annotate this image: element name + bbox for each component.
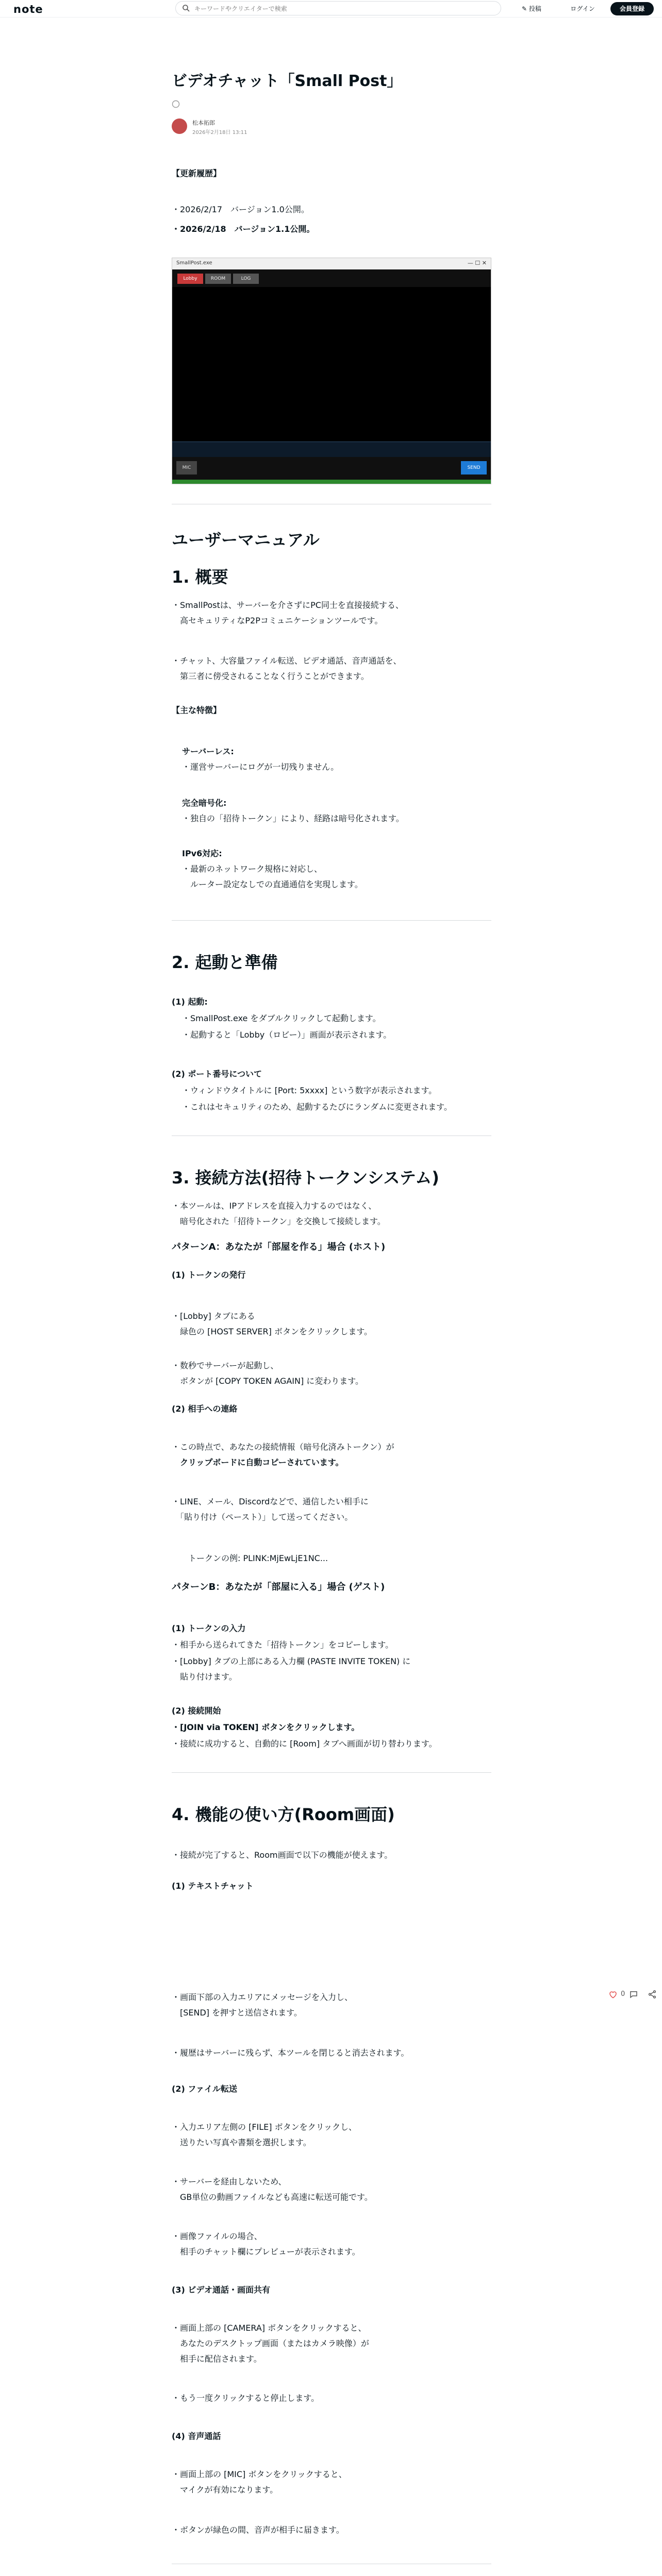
body-text: ・画像ファイルの場合、 [172,2231,262,2241]
sub-heading: サーバーレス: [182,747,234,756]
body-text: ・もう一度クリックすると停止します。 [172,2393,320,2403]
sub-heading: (2) ファイル転送 [172,2084,238,2094]
token-example: トークンの例: PLINK:MjEwLjE1NC... [172,1553,328,1563]
body-text: 緑色の [HOST SERVER] ボタンをクリックします。 [172,1327,373,1336]
window-titlebar [172,258,491,269]
body-text: ・接続に成功すると、自動的に [Room] タブへ画面が切り替わります。 [172,1739,437,1749]
post-button[interactable] [522,2,553,15]
body-text: 相手に配信されます。 [172,2354,262,2364]
note-logo[interactable]: note [13,3,43,15]
body-text: ・入力エリア左側の [FILE] ボタンをクリックし、 [172,2122,357,2132]
body-text: ・SmallPost.exe をダブルクリックして起動します。 [182,1013,381,1023]
body-text: クリップボードに自動コピーされています。 [172,1458,344,1467]
like-button[interactable] [608,1990,629,2005]
signup-button[interactable]: 会員登録 [610,2,654,15]
body-text: ・[JOIN via TOKEN] ボタンをクリックします。 [172,1722,360,1732]
login-button[interactable]: ログイン [570,5,595,12]
pen-icon: ✎ [522,5,529,12]
body-text: ・ウィンドウタイトルに [Port: 5xxxx] という数字が表示されます。 [182,1086,437,1095]
sub-heading: 完全暗号化: [182,798,227,808]
body-text: [SEND] を押すと送信されます。 [172,2008,302,2018]
site-header [0,0,662,18]
divider [172,920,491,921]
body-text: 「貼り付け（ペースト）」して送ってください。 [172,1512,353,1522]
tab-log: LOG [233,274,259,284]
body-text: ・画面上部の [MIC] ボタンをクリックすると、 [172,2469,347,2479]
body-text: ・これはセキュリティのため、起動するたびにランダムに変更されます。 [182,1102,452,1112]
body-text: ・数秒でサーバーが起動し、 [172,1361,279,1370]
body-text: ルーター設定なしでの直通通信を実現します。 [182,879,363,889]
video-area [172,287,491,442]
divider [172,1772,491,1773]
body-text: ・この時点で、あなたの接続情報（暗号化済みトークン）が [172,1442,394,1452]
status-bar [172,480,491,484]
sub-heading: (3) ビデオ通話・画面共有 [172,2285,271,2295]
window-title: SmallPost.exe [176,260,212,266]
body-text: ・履歴はサーバーに残らず、本ツールを閉じると消去されます。 [172,2048,409,2058]
avatar[interactable] [172,118,187,134]
body-text: マイクが有効になります。 [172,2485,278,2495]
like-count: 0 [621,1990,625,1998]
sub-heading: (1) トークンの発行 [172,1270,246,1280]
history-item: ・2026/2/17 バージョン1.0公開。 [172,205,309,214]
sub-heading: (2) 相手への連絡 [172,1404,238,1414]
body-text: 第三者に傍受されることなく行うことができます。 [172,671,369,681]
history-item: ・2026/2/18 バージョン1.1公開。 [172,224,315,234]
sub-heading: (1) トークンの入力 [172,1623,246,1633]
section-heading: 3. 接続方法(招待トークンシステム) [172,1168,439,1188]
body-text: ・[Lobby] タブの上部にある入力欄 (PASTE INVITE TOKEN) に [172,1656,411,1666]
section-heading: 1. 概要 [172,567,228,587]
body-text: ・SmallPostは、サーバーを介さずにPC同士を直接接続する、 [172,600,404,610]
body-text: ・最新のネットワーク規格に対応し、 [182,864,323,874]
sub-heading: (2) 接続開始 [172,1706,221,1716]
body-text: ・運営サーバーにログが一切残りません。 [182,762,339,772]
send-button: SEND [461,461,487,474]
body-text: ・画面上部の [CAMERA] ボタンをクリックすると、 [172,2323,367,2333]
body-text: ボタンが [COPY TOKEN AGAIN] に変わります。 [172,1376,364,1386]
sub-heading: (4) 音声通話 [172,2431,221,2441]
share-icon [648,1990,657,1999]
body-text: ・ボタンが緑色の間、音声が相手に届きます。 [172,2525,344,2535]
body-text: ・独自の「招待トークン」により、経路は暗号化されます。 [182,814,404,823]
author-name[interactable]: 松本拓郎 [192,120,215,126]
pattern-heading: パターンA：あなたが「部屋を作る」場合 (ホスト) [172,1242,386,1252]
search-input[interactable] [194,4,483,14]
body-text: 高セキュリティなP2Pコミュニケーションツールです。 [172,616,383,625]
history-heading: 【更新履歴】 [172,168,222,178]
body-text: GB単位の動画ファイルなども高速に転送可能です。 [172,2192,373,2202]
body-text: ・画面下部の入力エリアにメッセージを入力し、 [172,1992,353,2002]
body-text: 相手のチャット欄にプレビューが表示されます。 [172,2247,360,2257]
body-text: ・チャット、大容量ファイル転送、ビデオ通話、音声通話を、 [172,656,402,666]
tab-room: ROOM [205,274,231,284]
body-text: 送りたい写真や書類を選択します。 [172,2138,311,2147]
body-text: あなたのデスクトップ画面（またはカメラ映像）が [172,2338,369,2348]
search-icon [182,4,190,12]
body-text: ・接続が完了すると、Room画面で以下の機能が使えます。 [172,1850,393,1860]
share-button[interactable] [648,1990,662,2005]
sub-heading: (1) 起動: [172,997,208,1007]
magazine-icon[interactable] [172,100,180,108]
body-text: ・相手から送られてきた「招待トークン」をコピーします。 [172,1640,394,1650]
sub-heading: (1) テキストチャット [172,1881,254,1891]
comment-button[interactable] [629,1990,650,2005]
section-heading: 4. 機能の使い方(Room画面) [172,1805,395,1824]
sub-heading: (2) ポート番号について [172,1069,262,1079]
log-area [172,442,491,457]
body-text: ・サーバーを経由しないため、 [172,2177,287,2187]
window-controls: — ☐ ✕ [467,260,487,266]
pattern-heading: パターンB：あなたが「部屋に入る」場合 (ゲスト) [172,1582,385,1592]
tab-lobby: Lobby [177,274,203,284]
body-text: 貼り付けます。 [172,1672,237,1682]
body-text: ・LINE、メール、Discordなどで、通信したい相手に [172,1497,369,1506]
section-heading: 2. 起動と準備 [172,953,278,972]
article-title: ビデオチャット「Small Post」 [172,72,403,90]
manual-heading: ユーザーマニュアル [172,530,320,550]
body-text: 暗号化された「招待トークン」を交換して接続します。 [172,1216,386,1226]
sub-heading: IPv6対応: [182,849,222,858]
post-date: 2026年2月18日 13:11 [192,130,247,135]
comment-icon [629,1990,638,1999]
post-button-label: 投稿 [528,5,541,12]
body-text: ・本ツールは、IPアドレスを直接入力するのではなく、 [172,1201,377,1211]
app-screenshot [172,258,491,484]
body-text: ・起動すると「Lobby（ロビー）」画面が表示されます。 [182,1030,392,1040]
body-text: ・[Lobby] タブにある [172,1311,255,1321]
search-box[interactable] [175,1,501,15]
heart-icon [608,1990,618,1999]
mic-button: MIC [176,461,197,474]
sub-heading: 【主な特徴】 [172,705,222,715]
